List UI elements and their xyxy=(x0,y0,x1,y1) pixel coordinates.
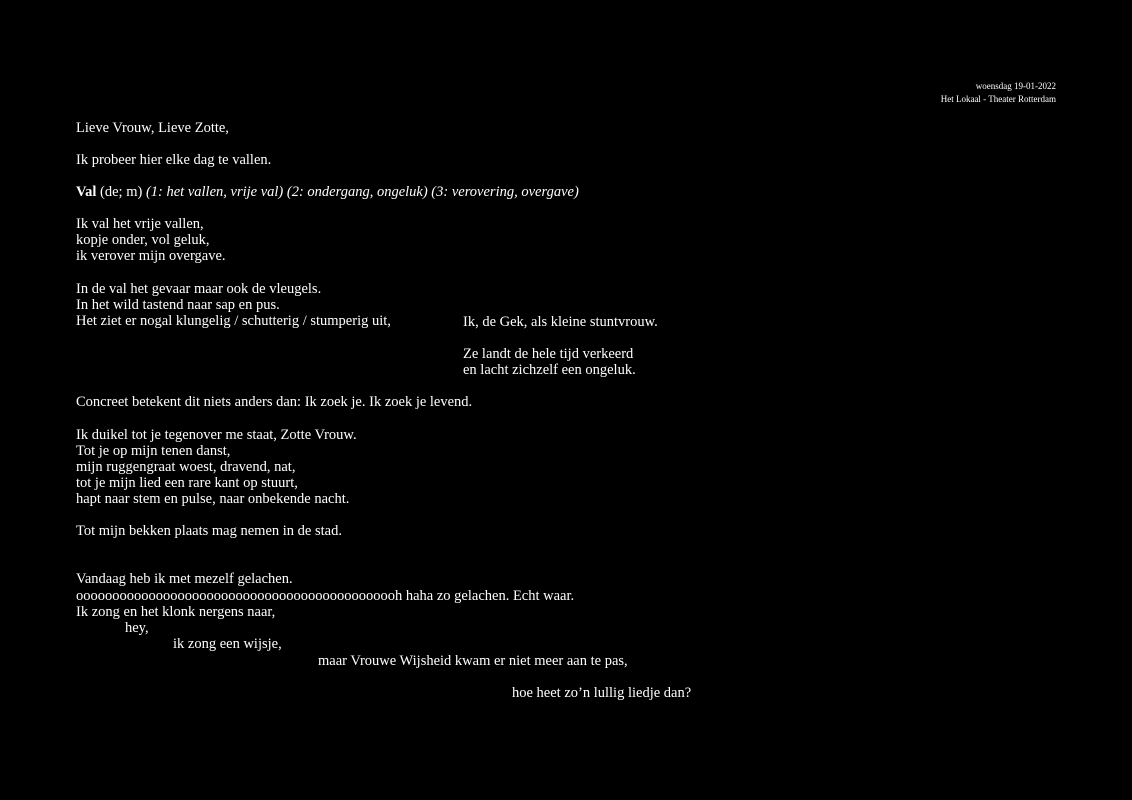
aside-line: Ze landt de hele tijd verkeerd xyxy=(463,346,634,362)
date-line: woensdag 19-01-2022 xyxy=(975,81,1056,91)
greeting: Lieve Vrouw, Lieve Zotte, xyxy=(76,120,229,136)
stanza1-line: kopje onder, vol geluk, xyxy=(76,232,210,248)
stanza2-line: In de val het gevaar maar ook de vleugels. xyxy=(76,281,322,297)
stanza4-line: Vandaag heb ik met mezelf gelachen. xyxy=(76,571,293,587)
aside-line: en lacht zichzelf een ongeluk. xyxy=(463,362,636,378)
definition-meanings: (1: het vallen, vrije val) (2: ondergang, ongeluk) (3: verovering, overgave) xyxy=(145,184,579,200)
intro-line: Ik probeer hier elke dag te vallen. xyxy=(76,152,272,168)
stanza4-line: Ik zong en het klonk nergens naar, xyxy=(76,604,276,620)
stanza4-line: hey, xyxy=(125,620,149,636)
stanza4-line: ooooooooooooooooooooooooooooooooooooooooooooh haha zo gelachen. Echt waar. xyxy=(76,588,575,604)
venue-line: Het Lokaal - Theater Rotterdam xyxy=(940,94,1056,104)
concrete-line: Concreet betekent dit niets anders dan: Ik zoek je. Ik zoek je levend. xyxy=(76,394,473,410)
stanza2-line: Het ziet er nogal klungelig / schutterig / stumperig uit, xyxy=(76,313,391,329)
stanza1-line: ik verover mijn overgave. xyxy=(76,248,226,264)
definition-line xyxy=(76,184,579,200)
aside-line: Ik, de Gek, als kleine stuntvrouw. xyxy=(463,314,658,330)
stanza3-line: tot je mijn lied een rare kant op stuurt, xyxy=(76,475,298,491)
document-header xyxy=(941,80,1056,106)
stanza4-line: hoe heet zo’n lullig liedje dan? xyxy=(512,685,692,701)
stanza3-line: mijn ruggengraat woest, dravend, nat, xyxy=(76,459,296,475)
stanza4-line: ik zong een wijsje, xyxy=(173,636,282,652)
city-line: Tot mijn bekken plaats mag nemen in de stad. xyxy=(76,523,342,539)
definition-grammar: (de; m) xyxy=(100,184,143,200)
stanza3-line: Ik duikel tot je tegenover me staat, Zotte Vrouw. xyxy=(76,427,357,443)
stanza2-line: In het wild tastend naar sap en pus. xyxy=(76,297,280,313)
definition-word: Val xyxy=(76,184,97,200)
stanza4-line: maar Vrouwe Wijsheid kwam er niet meer aan te pas, xyxy=(318,653,628,669)
stanza3-line: Tot je op mijn tenen danst, xyxy=(76,443,231,459)
stanza1-line: Ik val het vrije vallen, xyxy=(76,216,204,232)
stanza3-line: hapt naar stem en pulse, naar onbekende nacht. xyxy=(76,491,350,507)
